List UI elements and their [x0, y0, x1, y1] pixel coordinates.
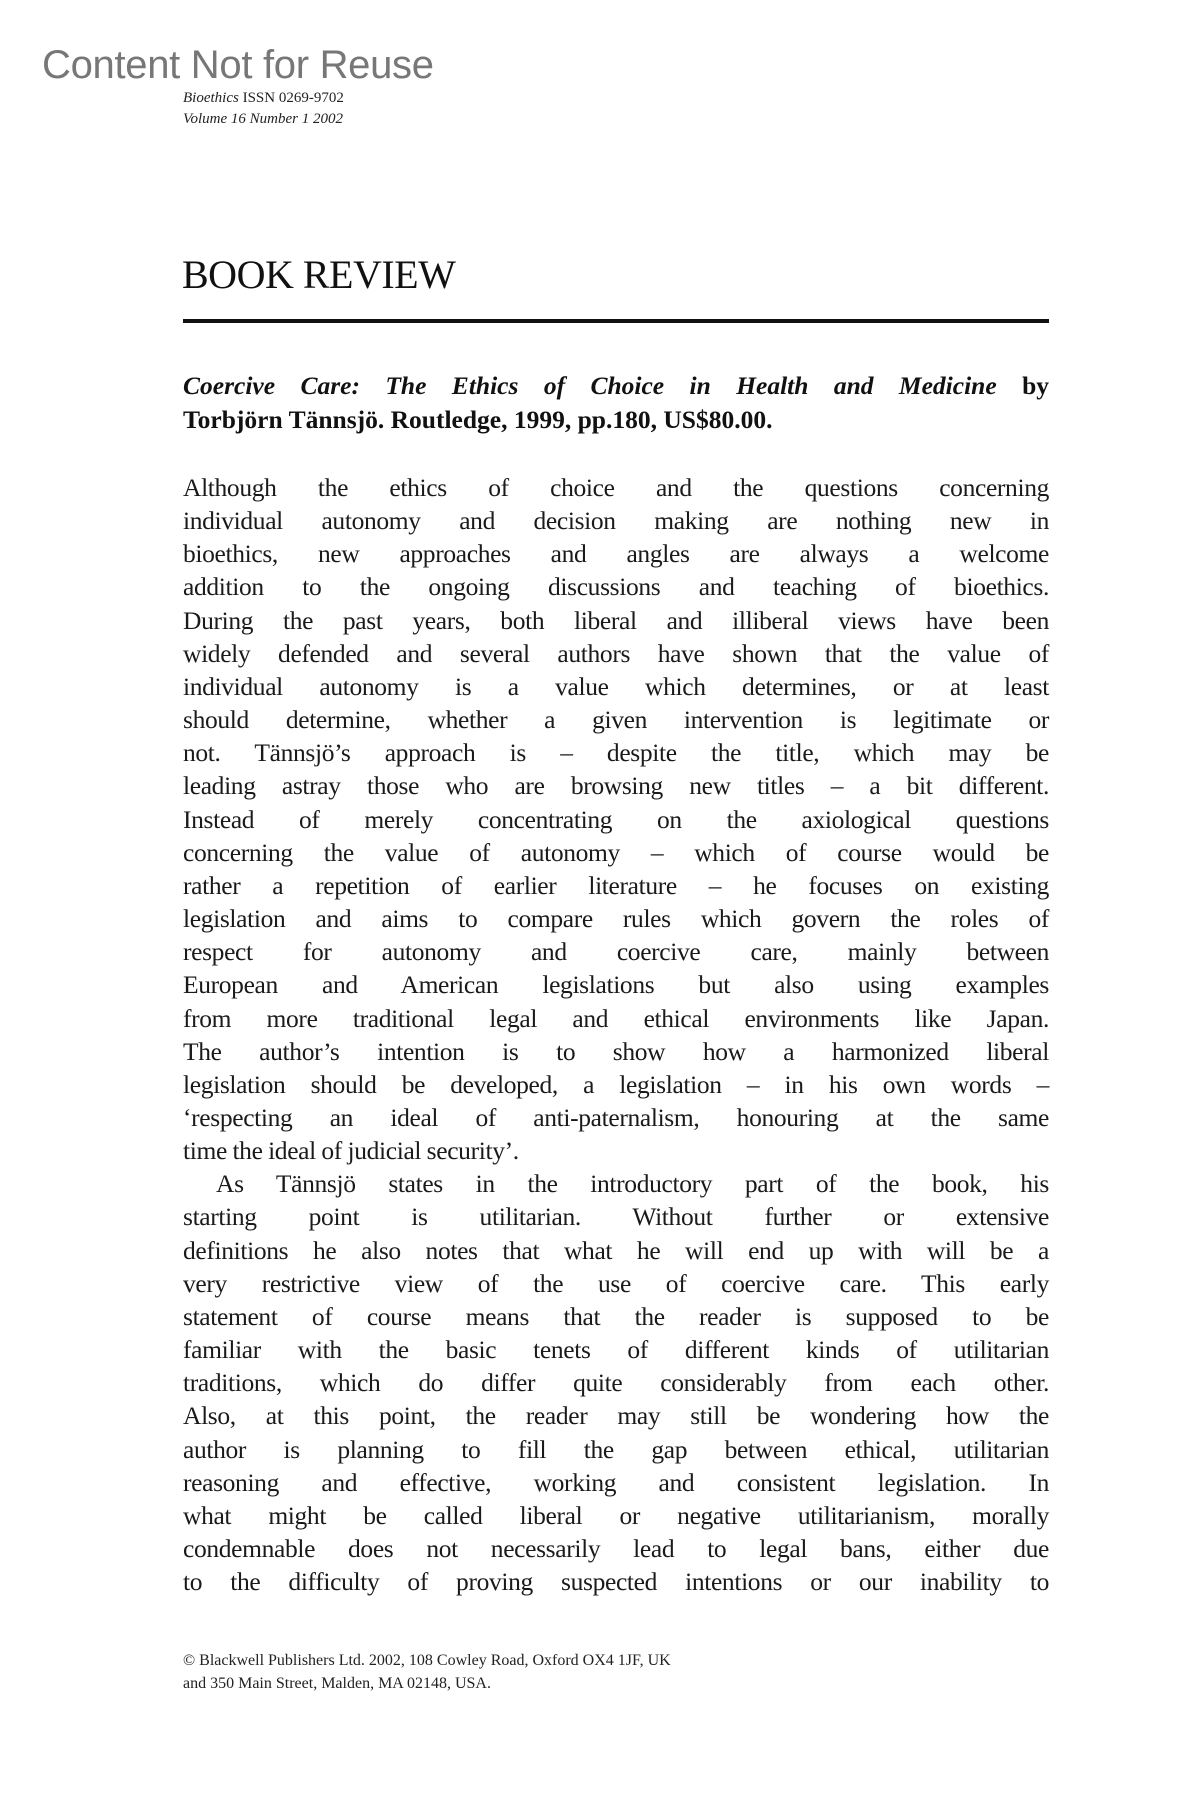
journal-volume: Volume 16 Number 1 2002 — [183, 111, 343, 127]
review-body — [183, 471, 1049, 1598]
body-line: traditions, which do differ quite considerably from each other. — [183, 1368, 1049, 1398]
body-line: time the ideal of judicial security’. — [183, 1136, 519, 1166]
copyright-footer — [183, 1649, 671, 1695]
body-line: The author’s intention is to show how a harmonized liberal — [183, 1036, 1049, 1066]
body-line: respect for autonomy and coercive care, mainly between — [183, 937, 1049, 967]
book-citation — [183, 369, 1049, 437]
paragraph-2 — [183, 1167, 1049, 1598]
book-title: Coercive Care: The Ethics of Choice in Health and Medicine — [183, 371, 997, 400]
copyright-line-1: © Blackwell Publishers Ltd. 2002, 108 Cowley Road, Oxford OX4 1JF, UK — [183, 1652, 671, 1669]
body-line: Also, at this point, the reader may still be wondering how the — [183, 1401, 1049, 1431]
journal-header — [183, 88, 344, 130]
body-line: leading astray those who are browsing new titles – a bit different. — [183, 771, 1049, 801]
body-line: Although the ethics of choice and the questions concerning — [183, 473, 1049, 502]
body-line: author is planning to fill the gap between ethical, utilitarian — [183, 1434, 1049, 1464]
body-line: individual autonomy and decision making are nothing new in — [183, 506, 1049, 536]
paragraph-1 — [183, 471, 1049, 1167]
body-line: legislation should be developed, a legislation – in his own words – — [183, 1069, 1049, 1099]
journal-issn: ISSN 0269-9702 — [242, 90, 344, 106]
body-line: very restrictive view of the use of coercive care. This early — [183, 1268, 1049, 1298]
copyright-line-2: and 350 Main Street, Malden, MA 02148, USA. — [183, 1675, 491, 1692]
body-line: condemnable does not necessarily lead to legal bans, either due — [183, 1534, 1049, 1563]
body-line: from more traditional legal and ethical environments like Japan. — [183, 1003, 1049, 1033]
body-line: familiar with the basic tenets of different kinds of utilitarian — [183, 1335, 1049, 1365]
body-line: concerning the value of autonomy – which of course would be — [183, 837, 1049, 867]
body-line: definitions he also notes that what he will end up with will be a — [183, 1235, 1049, 1265]
body-line: European and American legislations but also using examples — [183, 970, 1049, 1000]
body-line: what might be called liberal or negative utilitarianism, morally — [183, 1500, 1049, 1530]
body-line: Instead of merely concentrating on the axiological questions — [183, 804, 1049, 834]
book-by: by — [1022, 371, 1050, 400]
book-details: Torbjörn Tännsjö. Routledge, 1999, pp.180, US$80.00. — [183, 405, 773, 434]
body-line: addition to the ongoing discussions and teaching of bioethics. — [183, 572, 1049, 602]
body-line: legislation and aims to compare rules which govern the roles of — [183, 904, 1049, 934]
body-line: to the difficulty of proving suspected intentions or our inability to — [183, 1567, 1049, 1597]
page-title: BOOK REVIEW — [182, 252, 456, 297]
body-line: reasoning and effective, working and consistent legislation. In — [183, 1467, 1049, 1497]
body-line: As Tännsjö states in the introductory part of the book, his — [216, 1169, 1049, 1199]
body-line: individual autonomy is a value which determines, or at least — [183, 671, 1049, 701]
body-line: bioethics, new approaches and angles are always a welcome — [183, 539, 1049, 569]
body-line: starting point is utilitarian. Without further or extensive — [183, 1202, 1049, 1232]
book-citation-line-1 — [183, 369, 1049, 403]
watermark: Content Not for Reuse — [42, 43, 434, 87]
body-line: not. Tännsjö’s approach is – despite the title, which may be — [183, 738, 1049, 768]
journal-issn-line — [183, 88, 344, 109]
body-line: During the past years, both liberal and illiberal views have been — [183, 605, 1049, 635]
body-line: statement of course means that the reader is supposed to be — [183, 1301, 1049, 1331]
body-line: rather a repetition of earlier literature – he focuses on existing — [183, 870, 1049, 900]
body-line: should determine, whether a given intervention is legitimate or — [183, 705, 1049, 735]
journal-name: Bioethics — [183, 90, 239, 106]
body-line: ‘respecting an ideal of anti-paternalism, honouring at the same — [183, 1102, 1049, 1132]
title-rule — [183, 319, 1049, 323]
body-line: widely defended and several authors have shown that the value of — [183, 638, 1049, 668]
